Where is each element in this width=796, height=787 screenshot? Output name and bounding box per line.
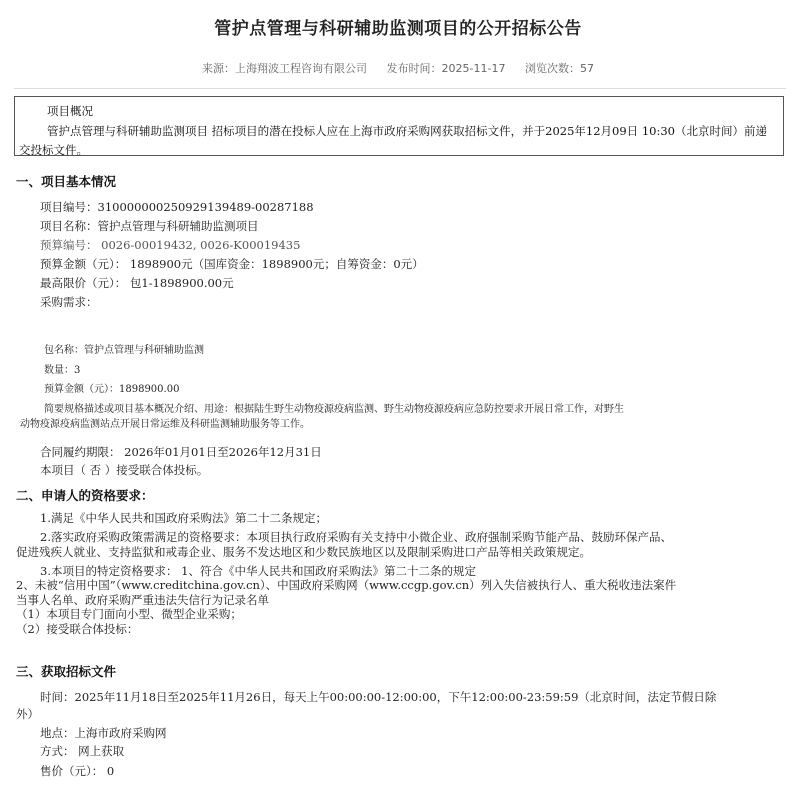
section-heading-qualifications: 二、申请人的资格要求： [16,488,154,503]
section-heading-obtain-documents: 三、获取招标文件 [16,664,117,679]
package-name: 包名称：管护点管理与科研辅助监测 [44,345,204,356]
qualification-3-line4: （1）本项目专门面向小型、微型企业采购； [16,607,242,621]
package-quantity: 数量：3 [44,365,81,376]
budget-amount: 预算金额（元）： 1898900元（国库资金：1898900元；自筹资金：0元） [40,257,424,271]
qualification-3: 3.本项目的特定资格要求： 1、符合《中华人民共和国政府采购法》第二十二条的规定 [40,564,476,578]
section-heading-basic-info: 一、项目基本情况 [16,174,117,189]
package-budget: 预算金额（元）：1898900.00 [44,384,180,395]
obtain-time-line2: 外） [16,707,39,721]
contract-period: 合同履约期限： 2026年01月01日至2026年12月31日 [40,445,322,459]
qualification-2-line1: 2.落实政府采购政策需满足的资格要求：本项目执行政府采购有关支持中小微企业、政府强制采购节能产品、鼓励环保产品、 [40,530,672,544]
view-count: 浏览次数：57 [524,62,594,75]
source-text: 来源：上海翔波工程咨询有限公司 [202,62,368,75]
qualification-3-line2: 2、未被“信用中国”（www.creditchina.gov.cn）、中国政府采购网（www.ccgp.gov.cn）列入失信被执行人、重大税收违法案件 [16,578,677,592]
qualification-1: 1.满足《中华人民共和国政府采购法》第二十二条规定； [40,511,327,525]
page-title: 管护点管理与科研辅助监测项目的公开招标公告 [214,19,582,39]
procurement-requirement-label: 采购需求： [40,295,98,309]
obtain-method: 方式： 网上获取 [40,744,125,758]
obtain-price: 售价（元）： 0 [40,764,115,778]
max-price: 最高限价（元）： 包1-1898900.00元 [40,276,234,290]
overview-body: 管护点管理与科研辅助监测项目 招标项目的潜在投标人应在上海市政府采购网获取招标文件，并于2025年12月09日 10:30（北京时间）前递交投标文件。 [19,124,767,157]
budget-number: 预算编号： 0026-00019432, 0026-K00019435 [40,238,301,252]
publish-time: 发布时间：2025-11-17 [386,62,506,75]
brief-description-line1: 简要规格描述或项目基本概况介绍、用途：根据陆生野生动物疫源疫病监测、野生动物疫源疫病应急防控要求开展日常工作，对野生 [44,404,624,415]
divider [14,88,786,89]
obtain-place: 地点：上海市政府采购网 [40,726,167,740]
project-number: 项目编号：310000000250929139489-00287188 [40,200,314,214]
qualification-3-line3: 当事人名单、政府采购严重违法失信行为记录名单 [16,593,269,607]
obtain-time-line1: 时间：2025年11月18日至2025年11月26日，每天上午00:00:00-12:00:00，下午12:00:00-23:59:59（北京时间，法定节假日除 [40,690,717,704]
overview-heading: 项目概况 [47,104,93,118]
qualification-3-line5: （2）接受联合体投标： [16,622,139,636]
project-overview-box [14,96,784,156]
project-name: 项目名称：管护点管理与科研辅助监测项目 [40,219,259,233]
brief-description-line2: 动物疫源疫病监测站点开展日常运维及科研监测辅助服务等工作。 [20,419,310,430]
qualification-2-line2: 促进残疾人就业、支持监狱和戒毒企业、服务不发达地区和少数民族地区以及限制采购进口产品等相关政策规定。 [16,545,591,559]
article-meta [0,60,796,76]
consortium-statement: 本项目（ 否 ）接受联合体投标。 [40,463,209,477]
